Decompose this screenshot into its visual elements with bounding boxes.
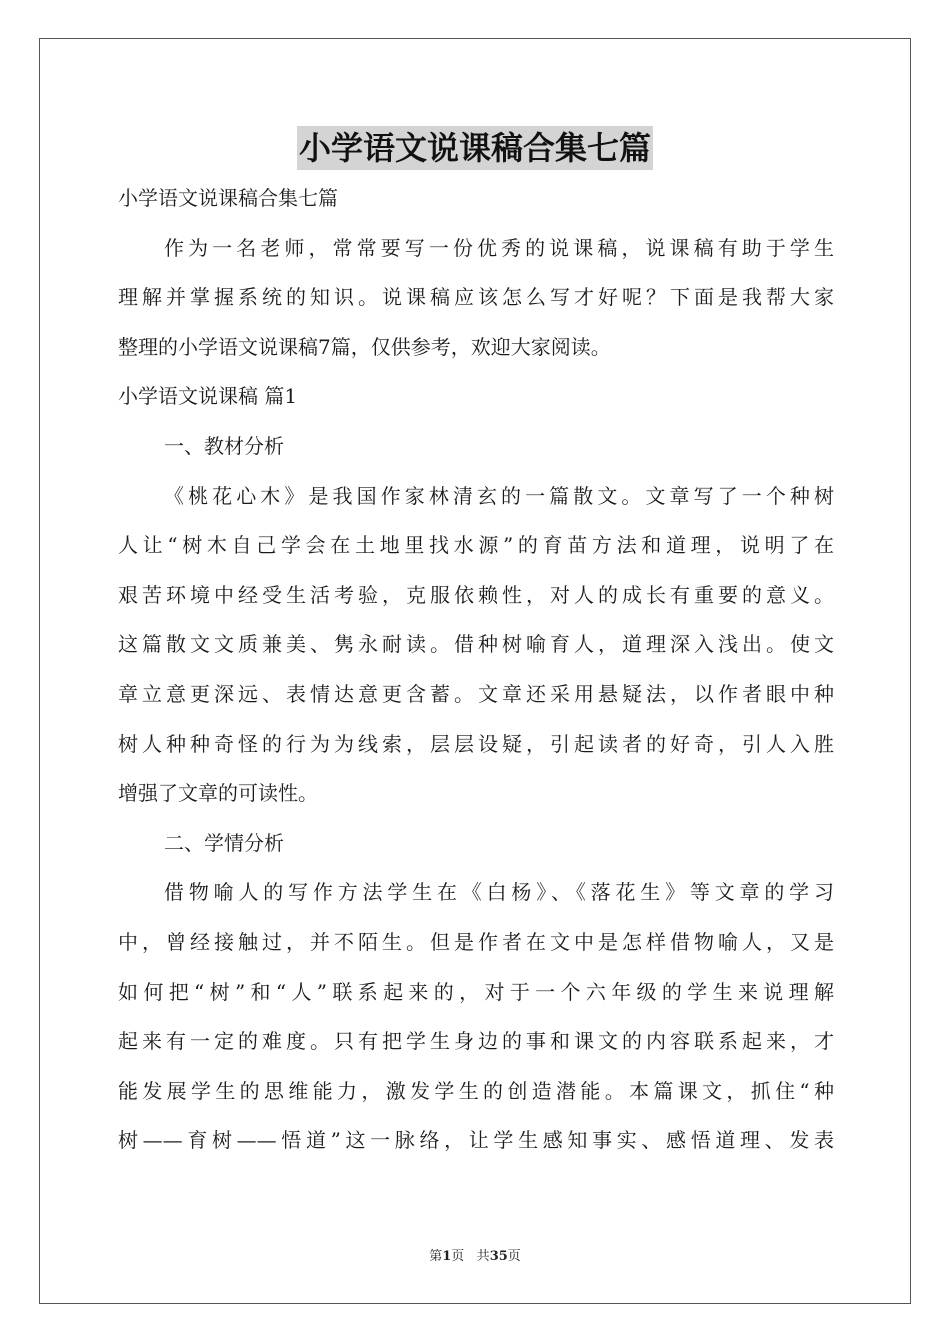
text-line: 小学语文说课稿 篇1 [118, 384, 298, 409]
text-line: 《桃花心木》是我国作家林清玄的一篇散文。文章写了一个种树 [164, 483, 834, 508]
text-line: 树——育树——悟道”这一脉络，让学生感知事实、感悟道理、发表 [118, 1128, 834, 1153]
document-title: 小学语文说课稿合集七篇 [297, 126, 653, 170]
text-line: 借物喻人的写作方法学生在《白杨》、《落花生》等文章的学习 [164, 880, 834, 905]
footer-page-unit: 页 [451, 1249, 465, 1264]
total-page-count: 35 [489, 1249, 508, 1264]
text-line: 树人种种奇怪的行为为线索，层层设疑，引起读者的好奇，引人入胜 [118, 731, 834, 756]
text-line: 起来有一定的难度。只有把学生身边的事和课文的内容联系起来，才 [118, 1029, 834, 1054]
text-line: 理解并掌握系统的知识。说课稿应该怎么写才好呢？下面是我帮大家 [118, 285, 834, 310]
text-line: 小学语文说课稿合集七篇 [118, 186, 338, 210]
text-line: 一、教材分析 [164, 433, 284, 458]
document-body [118, 174, 834, 1166]
text-line: 二、学情分析 [164, 830, 284, 855]
text-line: 作为一名老师，常常要写一份优秀的说课稿，说课稿有助于学生 [164, 235, 834, 260]
text-line: 这篇散文文质兼美、隽永耐读。借种树喻育人，道理深入浅出。使文 [118, 632, 834, 657]
text-line: 整理的小学语文说课稿7篇，仅供参考，欢迎大家阅读。 [118, 334, 611, 359]
text-line: 增强了文章的可读性。 [118, 781, 318, 806]
text-line: 章立意更深远、表情达意更含蓄。文章还采用悬疑法，以作者眼中种 [118, 681, 834, 706]
text-line: 如何把“树”和“人”联系起来的，对于一个六年级的学生来说理解 [118, 979, 834, 1004]
page-footer [0, 1248, 950, 1266]
footer-total-unit: 页 [507, 1249, 521, 1264]
title-area [0, 126, 950, 170]
footer-prefix: 第 [429, 1249, 443, 1264]
text-line: 人让“树木自己学会在土地里找水源”的育苗方法和道理，说明了在 [118, 533, 834, 558]
current-page-number: 1 [442, 1249, 452, 1264]
text-line: 能发展学生的思维能力，激发学生的创造潜能。本篇课文，抓住“种 [118, 1078, 834, 1103]
text-line: 艰苦环境中经受生活考验，克服依赖性，对人的成长有重要的意义。 [118, 582, 834, 607]
footer-total-prefix: 共 [476, 1249, 490, 1264]
text-line: 中，曾经接触过，并不陌生。但是作者在文中是怎样借物喻人，又是 [118, 929, 834, 954]
